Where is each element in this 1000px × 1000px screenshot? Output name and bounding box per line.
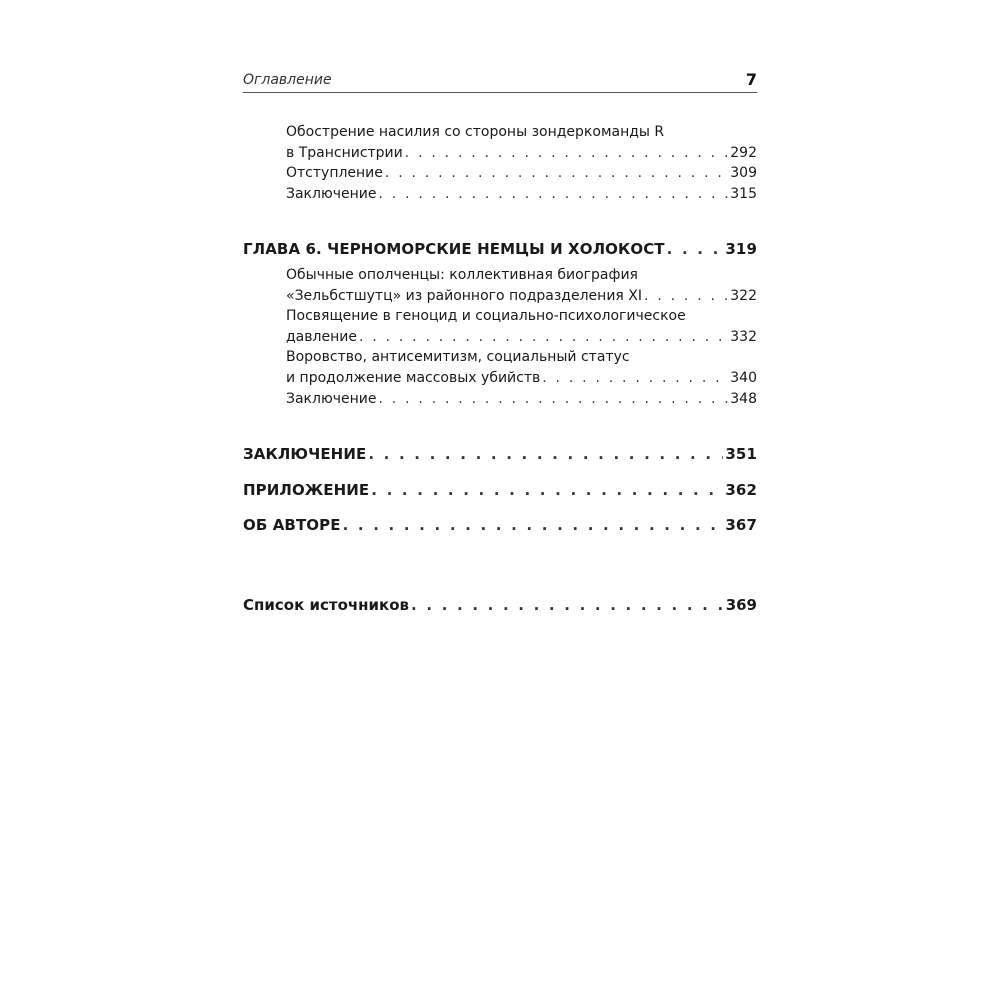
running-header bbox=[243, 70, 757, 93]
toc-entry-title: Обычные ополченцы: коллективная биография bbox=[286, 267, 638, 283]
back-matter-title: ОБ АВТОРЕ bbox=[243, 516, 341, 534]
toc-chapter-6[interactable] bbox=[243, 239, 757, 259]
dot-leader bbox=[379, 389, 729, 409]
toc-conclusion[interactable] bbox=[243, 444, 757, 464]
toc-entry-title: давление bbox=[286, 329, 357, 345]
toc-entry-title: Обострение насилия со стороны зондеркоманды R bbox=[286, 124, 665, 140]
sources-page: 369 bbox=[725, 596, 757, 614]
back-matter-page: 362 bbox=[725, 481, 757, 499]
toc-entry-page: 340 bbox=[730, 370, 757, 386]
dot-leader bbox=[644, 286, 728, 306]
toc-entry-title: в Транснистрии bbox=[286, 145, 403, 161]
toc-page bbox=[243, 0, 757, 1000]
toc-entry-title: Отступление bbox=[286, 165, 383, 181]
chapter-page: 319 bbox=[725, 240, 757, 258]
toc-entry-page: 332 bbox=[730, 329, 757, 345]
toc-entry-page: 348 bbox=[730, 391, 757, 407]
dot-leader bbox=[385, 163, 728, 183]
dot-leader bbox=[542, 368, 728, 388]
dot-leader bbox=[411, 595, 724, 615]
toc-entry-line[interactable] bbox=[286, 347, 757, 367]
running-header-title: Оглавление bbox=[243, 72, 332, 88]
toc-entry-page: 292 bbox=[730, 145, 757, 161]
toc-sources[interactable] bbox=[243, 595, 757, 615]
toc-entry-line[interactable] bbox=[286, 306, 757, 326]
sources-title: Список источников bbox=[243, 596, 410, 614]
dot-leader bbox=[667, 239, 724, 259]
toc-about-author[interactable] bbox=[243, 515, 757, 535]
toc-entry-title: Заключение bbox=[286, 391, 377, 407]
toc-entry-page: 309 bbox=[730, 165, 757, 181]
toc-entry[interactable] bbox=[286, 389, 757, 409]
toc-entry[interactable] bbox=[286, 143, 757, 163]
toc-entry[interactable] bbox=[286, 286, 757, 306]
toc-entry-page: 315 bbox=[730, 186, 757, 202]
toc-appendix[interactable] bbox=[243, 480, 757, 500]
toc-entry[interactable] bbox=[286, 327, 757, 347]
dot-leader bbox=[368, 444, 723, 464]
dot-leader bbox=[379, 184, 729, 204]
toc-entry[interactable] bbox=[286, 368, 757, 388]
toc-entry[interactable] bbox=[286, 184, 757, 204]
page-number: 7 bbox=[745, 70, 757, 89]
toc-entry-page: 322 bbox=[730, 288, 757, 304]
dot-leader bbox=[371, 480, 723, 500]
toc-entry-title: Посвящение в геноцид и социально-психологическое bbox=[286, 308, 686, 324]
back-matter-title: ЗАКЛЮЧЕНИЕ bbox=[243, 445, 367, 463]
toc-entry-title: «Зельбстшутц» из районного подразделения XI bbox=[286, 288, 643, 304]
toc-entry[interactable] bbox=[286, 163, 757, 183]
toc-entry-line[interactable] bbox=[286, 122, 757, 142]
chapter-title: ГЛАВА 6. ЧЕРНОМОРСКИЕ НЕМЦЫ И ХОЛОКОСТ bbox=[243, 240, 665, 258]
dot-leader bbox=[405, 143, 729, 163]
back-matter-title: ПРИЛОЖЕНИЕ bbox=[243, 481, 370, 499]
back-matter-page: 367 bbox=[725, 516, 757, 534]
back-matter-page: 351 bbox=[725, 445, 757, 463]
toc-entry-line[interactable] bbox=[286, 265, 757, 285]
toc-entry-title: Заключение bbox=[286, 186, 377, 202]
dot-leader bbox=[359, 327, 728, 347]
toc-entry-title: и продолжение массовых убийств bbox=[286, 370, 541, 386]
dot-leader bbox=[343, 515, 724, 535]
toc-entry-title: Воровство, антисемитизм, социальный статус bbox=[286, 349, 630, 365]
